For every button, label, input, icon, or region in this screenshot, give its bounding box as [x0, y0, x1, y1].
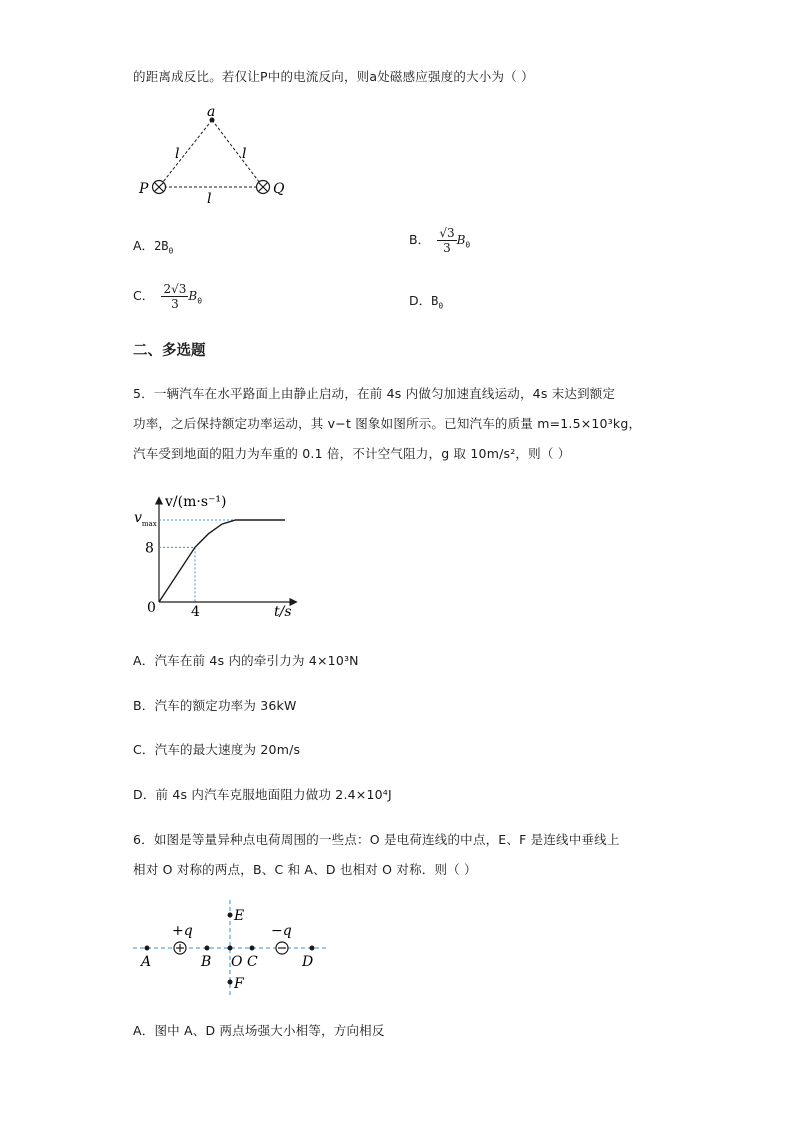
q4-option-d-text: B	[431, 294, 439, 308]
q4-option-d-letter: D．	[409, 293, 432, 308]
q5-line-1: 5．一辆汽车在水平路面上由静止启动，在前 4s 内做匀加速直线运动，4s 末达到额定	[133, 386, 616, 401]
label-side-bottom: l	[207, 191, 212, 207]
point-d-dot	[310, 946, 315, 951]
label-f: F	[234, 976, 244, 992]
label-q: Q	[273, 181, 285, 197]
point-o-dot	[228, 946, 233, 951]
q4-option-d-sub: 0	[438, 301, 444, 311]
label-pos-charge: +q	[172, 923, 193, 939]
label-a: a	[207, 104, 216, 120]
negative-charge-icon	[276, 942, 288, 954]
label-a: A	[141, 954, 152, 970]
label-neg-charge: −q	[271, 923, 292, 939]
q5-option-c[interactable]: C．汽车的最大速度为 20m/s	[133, 742, 301, 757]
q5-option-d[interactable]: D．前 4s 内汽车克服地面阻力做功 2.4×10⁴J	[133, 787, 392, 802]
q4-option-c-sub: 0	[197, 296, 203, 306]
q6-line-2: 相对 O 对称的两点，B、C 和 A、D 也相对 O 对称．则（ ）	[133, 862, 477, 877]
point-c-dot	[250, 946, 255, 951]
x-axis-label: t/s	[274, 604, 292, 620]
label-p: P	[139, 181, 149, 197]
q6-line-1: 6．如图是等量异种点电荷周围的一些点：O 是电荷连线的中点，E、F 是连线中垂线上	[133, 832, 620, 847]
label-d: D	[302, 954, 314, 970]
y-axis-label: v/(m·s⁻¹)	[165, 494, 227, 510]
q6-option-a[interactable]: A．图中 A、D 两点场强大小相等，方向相反	[133, 1023, 385, 1038]
point-f-dot	[228, 980, 233, 985]
label-c: C	[247, 954, 258, 970]
positive-charge-icon	[174, 942, 186, 954]
y-tick-vmax: $v_{max}$	[134, 510, 157, 528]
q4-option-a-text: 2B	[154, 239, 169, 253]
q4-option-a-letter: A．	[133, 238, 155, 253]
q4-option-b-letter: B．	[409, 232, 431, 247]
q5-option-b[interactable]: B．汽车的额定功率为 36kW	[133, 698, 297, 713]
q5-option-a[interactable]: A．汽车在前 4s 内的牵引力为 4×10³N	[133, 653, 359, 668]
y-tick-8: 8	[145, 540, 154, 557]
q5-line-3: 汽车受到地面的阻力为车重的 0.1 倍，不计空气阻力，g 取 10m/s²，则（ ）	[133, 446, 571, 461]
q4-intro-line: 的距离成反比。若仅让P中的电流反向，则a处磁感应强度的大小为（ ）	[133, 69, 534, 84]
point-b-dot	[205, 946, 210, 951]
q4-option-c-fraction: $\frac{2√3}{3}$	[163, 282, 187, 311]
section-title: 二、多选题	[133, 343, 206, 359]
label-o: O	[231, 954, 243, 970]
point-a-dot	[145, 946, 150, 951]
q4-option-b-symbol: B	[456, 233, 466, 247]
q5-line-2: 功率，之后保持额定功率运动，其 v−t 图象如图所示。已知汽车的质量 m=1.5×10³kg，	[133, 416, 642, 431]
q4-option-c-symbol: B	[188, 289, 198, 303]
point-e-dot	[228, 913, 233, 918]
label-side-right: l	[242, 146, 247, 162]
label-e: E	[234, 908, 245, 924]
q4-option-b-fraction: $\frac{√3}{3}$	[439, 226, 455, 255]
q4-option-c-letter: C．	[133, 288, 155, 303]
label-b: B	[201, 954, 212, 970]
q4-option-b-sub: 0	[465, 240, 471, 250]
origin-label: 0	[147, 600, 156, 616]
x-tick-4: 4	[191, 604, 200, 620]
label-side-left: l	[175, 146, 180, 162]
q4-option-a-sub: 0	[168, 246, 174, 256]
